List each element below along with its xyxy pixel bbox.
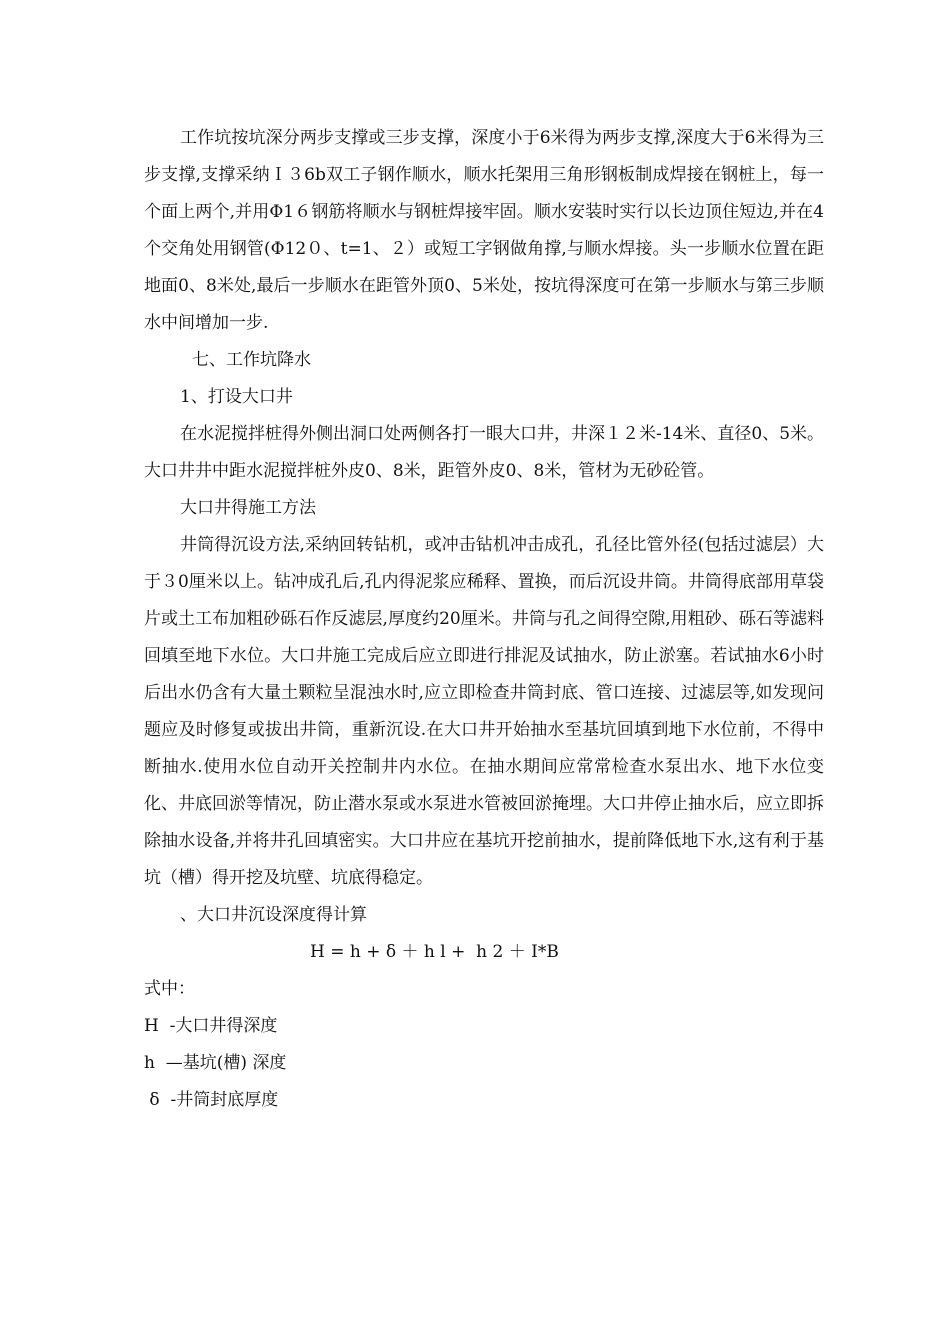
definition-item: H -大口井得深度 <box>144 1016 278 1036</box>
paragraph-support: 工作坑按坑深分两步支撑或三步支撑，深度小于6米得为两步支撑,深度大于6米得为三步支撑,支撑采纳Ｉ３6b双工子钢作顺水，顺水托架用三角形钢板制成焊接在钢桩上，每一个面上两个,并用Φ1６钢筋将顺水与钢桩焊接牢固。顺水安装时实行以长边顶住短边,并在4个交角处用钢管(Φ12０、t=1、２）或短工字钢做角撑,与顺水焊接。头一步顺水位置在距地面0、8米处,最后一步顺水在距管外顶0、5米处，按坑得深度可在第一步顺水与第三步顺水中间增加一步. <box>144 128 824 333</box>
paragraph-method: 井筒得沉设方法,采纳回转钻机，或冲击钻机冲击成孔，孔径比管外径(包括过滤层）大于３0厘米以上。钻冲成孔后,孔内得泥浆应稀释、置换，而后沉设井筒。井筒得底部用草袋片或土工布加粗砂砾石作反滤层,厚度约20厘米。井筒与孔之间得空隙,用粗砂、砾石等滤料回填至地下水位。大口井施工完成后应立即进行排泥及试抽水，防止淤塞。若试抽水6小时后出水仍含有大量土颗粒呈混浊水时,应立即检查井筒封底、管口连接、过滤层等,如发现问题应及时修复或拔出井筒，重新沉设.在大口井开始抽水至基坑回填到地下水位前，不得中断抽水.使用水位自动开关控制井内水位。在抽水期间应常常检查水泵出水、地下水位变化、井底回淤等情况，防止潜水泵或水泵进水管被回淤掩埋。大口井停止抽水后，应立即拆除抽水设备,并将井孔回填密实。大口井应在基坑开挖前抽水，提前降低地下水,这有利于基坑（槽）得开挖及坑壁、坑底得稳定。 <box>144 535 824 888</box>
document-body <box>144 120 824 1119</box>
formula-intro: 式中： <box>144 979 195 999</box>
subsection-heading-method: 大口井得施工方法 <box>180 498 316 518</box>
section-heading: 七、工作坑降水 <box>192 350 311 370</box>
subsection-heading-well: 1、打设大口井 <box>180 387 293 407</box>
subsection-heading-calc: 、大口井沉设深度得计算 <box>180 905 367 925</box>
definition-item: δ -井筒封底厚度 <box>144 1090 279 1110</box>
depth-formula: H = h + δ ＋ h l + h 2 ＋ I*B <box>310 942 559 962</box>
definition-item: h —基坑(槽) 深度 <box>144 1053 287 1073</box>
paragraph-well: 在水泥搅拌桩得外侧出洞口处两侧各打一眼大口井，井深１２米-14米、直径0、5米。大口井井中距水泥搅拌桩外皮0、8米，距管外皮0、8米，管材为无砂砼管。 <box>144 424 825 481</box>
